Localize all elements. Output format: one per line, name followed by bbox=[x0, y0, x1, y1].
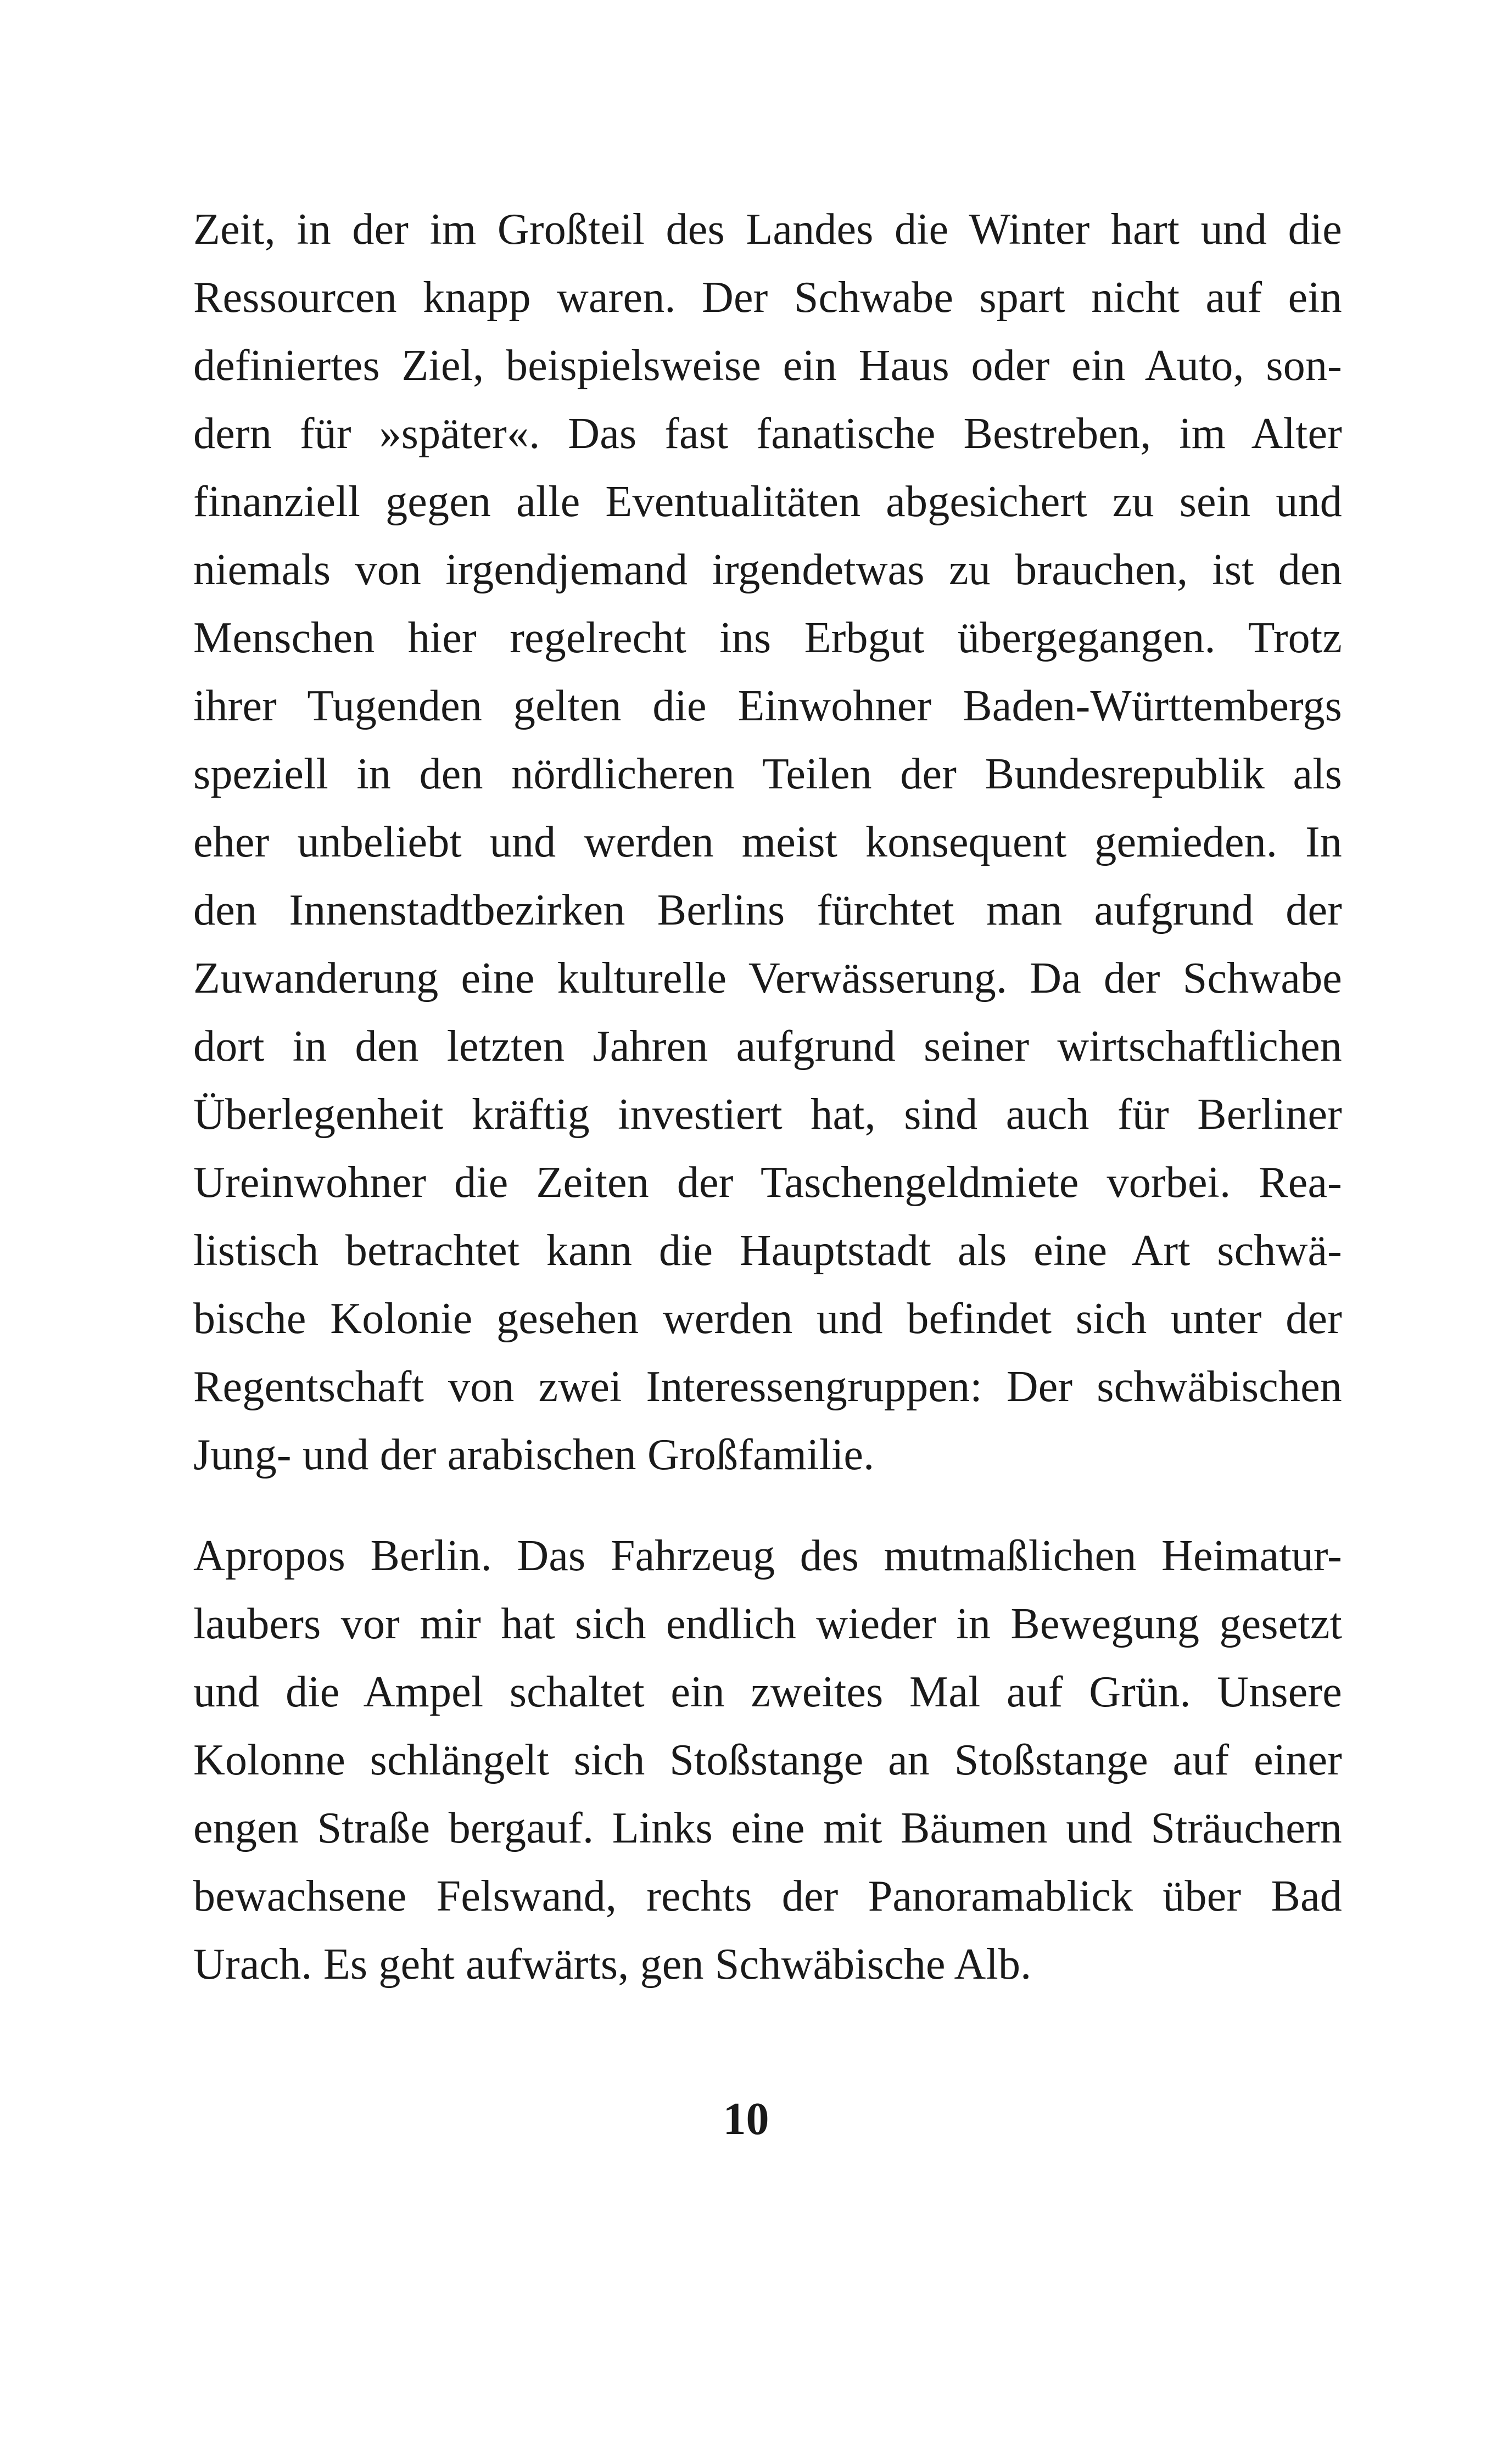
text-line: Regentschaft von zwei Interessengruppen: Der schwäbischen bbox=[193, 1363, 1342, 1411]
text-line: engen Straße bergauf. Links eine mit Bäumen und Sträuchern bbox=[193, 1804, 1342, 1852]
text-line: Jung- und der arabischen Großfamilie. bbox=[193, 1431, 875, 1479]
text-line: Urach. Es geht aufwärts, gen Schwäbische Alb. bbox=[193, 1940, 1032, 1989]
text-line: Menschen hier regelrecht ins Erbgut übergegangen. Trotz bbox=[193, 614, 1342, 662]
text-line: laubers vor mir hat sich endlich wieder in Bewegung gesetzt bbox=[193, 1600, 1342, 1648]
text-line: Ureinwohner die Zeiten der Taschengeldmiete vorbei. Rea- bbox=[193, 1158, 1342, 1207]
page-number: 10 bbox=[723, 2093, 769, 2144]
text-line: Zuwanderung eine kulturelle Verwässerung. Da der Schwabe bbox=[193, 954, 1342, 1003]
text-line: bewachsene Felswand, rechts der Panoramablick über Bad bbox=[193, 1872, 1342, 1920]
text-line: Überlegenheit kräftig investiert hat, sind auch für Berliner bbox=[193, 1090, 1342, 1139]
text-line: niemals von irgendjemand irgendetwas zu brauchen, ist den bbox=[193, 546, 1342, 594]
text-line: dern für »später«. Das fast fanatische Bestreben, im Alter bbox=[193, 410, 1342, 458]
text-line: bische Kolonie gesehen werden und befindet sich unter der bbox=[193, 1295, 1342, 1343]
paragraph-2 bbox=[193, 1522, 1342, 1998]
text-line: eher unbeliebt und werden meist konsequent gemieden. In bbox=[193, 818, 1342, 866]
text-line: definiertes Ziel, beispielsweise ein Haus oder ein Auto, son- bbox=[193, 341, 1342, 390]
text-line: speziell in den nördlicheren Teilen der Bundesrepublik als bbox=[193, 750, 1342, 798]
text-line: und die Ampel schaltet ein zweites Mal auf Grün. Unsere bbox=[193, 1668, 1342, 1716]
text-line: finanziell gegen alle Eventualitäten abgesichert zu sein und bbox=[193, 478, 1342, 526]
text-line: Kolonne schlängelt sich Stoßstange an Stoßstange auf einer bbox=[193, 1736, 1342, 1784]
text-line: den Innenstadtbezirken Berlins fürchtet man aufgrund der bbox=[193, 886, 1342, 934]
text-line: ihrer Tugenden gelten die Einwohner Baden-Württembergs bbox=[193, 682, 1342, 730]
text-line: dort in den letzten Jahren aufgrund seiner wirtschaftlichen bbox=[193, 1022, 1342, 1071]
text-line: Zeit, in der im Großteil des Landes die Winter hart und die bbox=[193, 205, 1342, 254]
text-line: listisch betrachtet kann die Hauptstadt als eine Art schwä- bbox=[193, 1227, 1342, 1275]
text-line: Ressourcen knapp waren. Der Schwabe spart nicht auf ein bbox=[193, 273, 1342, 322]
paragraph-1 bbox=[193, 195, 1342, 1489]
text-line: Apropos Berlin. Das Fahrzeug des mutmaßlichen Heimatur- bbox=[193, 1532, 1342, 1580]
